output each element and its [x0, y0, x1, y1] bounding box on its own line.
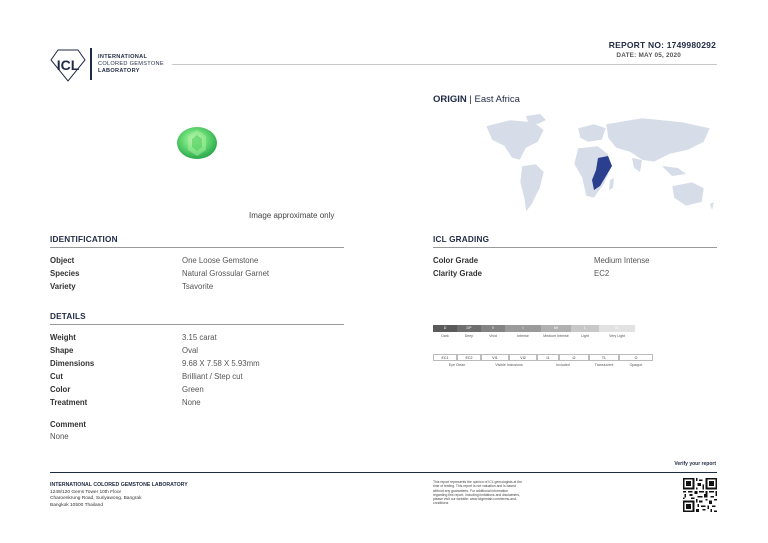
clarity-scale-i1: I1	[537, 354, 559, 361]
object-value: One Loose Gemstone	[182, 256, 259, 265]
variety-value: Tsavorite	[182, 282, 214, 291]
color-scale-label-deep: Deep	[464, 334, 474, 338]
color-scale-label-vivid: Vivid	[489, 334, 497, 338]
cut-label: Cut	[50, 372, 63, 381]
treatment-value: None	[182, 398, 201, 407]
footer-address: 1249/120 Gems Tower 10th Floor Charoenkrung Road, Suriyawong, Bangrak Bangkok 10500 Thailand	[50, 490, 142, 508]
color-scale-label-light: Light	[581, 334, 589, 338]
dimensions-value: 9.68 X 7.58 X 5.93mm	[182, 359, 260, 368]
color-grade-label: Color Grade	[433, 256, 479, 265]
clarity-label-visible-inclusions: Visible Inclusions	[495, 363, 523, 367]
lab-name: INTERNATIONAL COLORED GEMSTONE LABORATORY	[98, 54, 164, 75]
details-title: DETAILS	[50, 312, 86, 321]
object-label: Object	[50, 256, 75, 265]
clarity-label-included: Included	[556, 363, 570, 367]
species-label: Species	[50, 269, 80, 278]
color-scale-label-medium-intense: Medium Intense	[543, 334, 569, 338]
identification-title: IDENTIFICATION	[50, 235, 118, 244]
qr-code-icon[interactable]	[683, 478, 717, 512]
shape-value: Oval	[182, 346, 199, 355]
shape-label: Shape	[50, 346, 74, 355]
color-scale-label-dark: Dark	[441, 334, 449, 338]
color-label: Color	[50, 385, 71, 394]
clarity-scale-vi2: VI2	[509, 354, 537, 361]
report-number: REPORT NO: 1749980292	[608, 40, 716, 50]
color-scale-d: D	[433, 325, 457, 332]
clarity-label-translucent: Translucent	[594, 363, 614, 367]
clarity-grade-value: EC2	[594, 269, 610, 278]
color-scale-label-very-light: Very Light	[609, 334, 625, 338]
report-date: DATE: MAY 05, 2020	[616, 52, 681, 59]
variety-label: Variety	[50, 282, 76, 291]
color-scale-label-intense: Intense	[517, 334, 529, 338]
header-rule	[172, 64, 717, 65]
world-map	[482, 114, 722, 224]
origin: ORIGIN | East Africa	[433, 94, 520, 105]
color-scale-v: V	[481, 325, 505, 332]
comment-value: None	[50, 432, 69, 441]
species-value: Natural Grossular Garnet	[182, 269, 270, 278]
cut-value: Brilliant / Step cut	[182, 372, 243, 381]
clarity-label-opaque: Opaque	[629, 363, 643, 367]
color-scale-mi: MI	[541, 325, 571, 332]
color-scale-i: I	[505, 325, 541, 332]
verify-report-link[interactable]: Verify your report	[674, 461, 716, 467]
identification-rule	[50, 247, 344, 248]
logo-text: ICL	[56, 57, 80, 73]
clarity-scale-vi1: VI1	[481, 354, 509, 361]
color-scale-l: L	[571, 325, 599, 332]
weight-value: 3.15 carat	[182, 333, 217, 342]
clarity-grade-label: Clarity Grade	[433, 269, 482, 278]
weight-label: Weight	[50, 333, 76, 342]
image-note: Image approximate only	[249, 211, 335, 220]
grading-title: ICL GRADING	[433, 235, 490, 244]
gemstone-image	[176, 126, 218, 160]
clarity-scale-ec2: EC2	[457, 354, 481, 361]
clarity-scale-ec1: EC1	[433, 354, 457, 361]
comment-label: Comment	[50, 420, 86, 429]
color-grade-value: Medium Intense	[594, 256, 650, 265]
clarity-label-eye-clean: Eye Clean	[448, 363, 466, 367]
grading-rule	[433, 247, 717, 248]
footer-lab-name: INTERNATIONAL COLORED GEMSTONE LABORATORY	[50, 482, 188, 488]
color-scale-dp: DP	[457, 325, 481, 332]
treatment-label: Treatment	[50, 398, 88, 407]
color-scale-vl: VL	[599, 325, 635, 332]
clarity-scale-tl: TL	[589, 354, 619, 361]
icl-logo-mark	[50, 48, 86, 82]
origin-value: East Africa	[474, 94, 520, 105]
footer-rule	[50, 472, 717, 473]
origin-label: ORIGIN	[433, 94, 467, 105]
color-value: Green	[182, 385, 204, 394]
dimensions-label: Dimensions	[50, 359, 95, 368]
details-rule	[50, 324, 344, 325]
clarity-scale-o: O	[619, 354, 653, 361]
logo-divider	[90, 48, 92, 80]
footer-disclaimer: This report represents the opinion of ICL gemologists at the time of testing. This report is not valuation and is based without any guarantees. For additional information regarding this report, including limitations and disclaimers, please visit our website: www.iclgemlab.com/terms-and-conditions	[433, 480, 523, 506]
clarity-scale-i2: I2	[559, 354, 589, 361]
